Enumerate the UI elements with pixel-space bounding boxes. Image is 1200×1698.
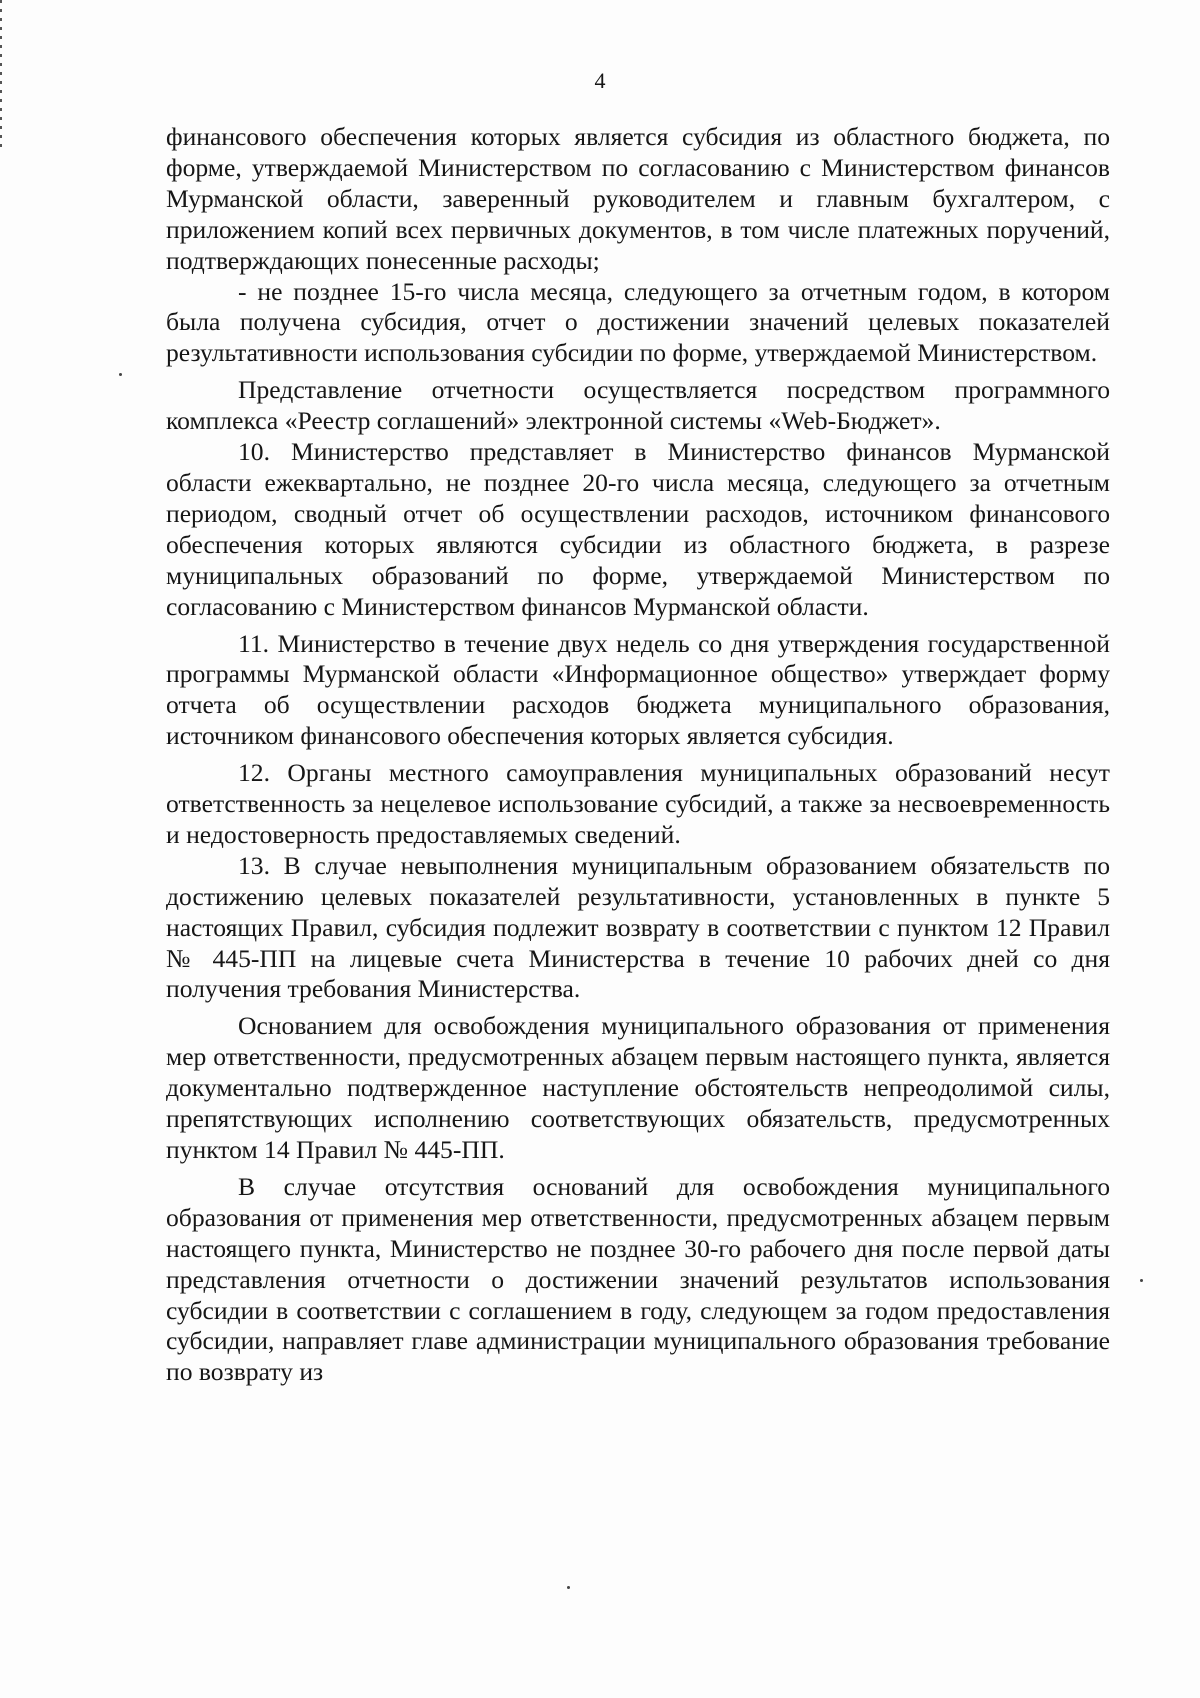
paragraph-clause-10: 10. Министерство представляет в Министерство финансов Мурманской области ежеквартально, не позднее 20-го числа месяца, следующего за отчетным периодом, сводный отчет об осуществлении расходов, источником финансового обеспечения которых являются субсидии из областного бюджета, в разрезе муниципальных образований по форме, утверждаемой Министерством по согласованию с Министерством финансов Мурманской области. — [166, 437, 1110, 621]
paragraph-report-deadline: - не позднее 15-го числа месяца, следующего за отчетным годом, в котором была получена субсидия, отчет о достижении значений целевых показателей результативности использования субсидии по форме, утверждаемой Министерством. — [166, 276, 1110, 368]
document-body — [166, 122, 1110, 1388]
paragraph-refund-requirement: В случае отсутствия оснований для освобождения муниципального образования от применения мер ответственности, предусмотренных абзацем первым настоящего пункта, Министерство не позднее 30-го рабочего дня после первой даты представления отчетности о достижении значений результатов использования субсидии в соответствии с соглашением в году, следующем за годом предоставления субсидии, направляет главе администрации муниципального образования требование по возврату из — [166, 1171, 1110, 1387]
paragraph-clause-12: 12. Органы местного самоуправления муниципальных образований несут ответственность за нецелевое использование субсидий, а также за несвоевременность и недостоверность предоставляемых сведений. — [166, 758, 1110, 849]
scan-speck — [567, 1586, 570, 1589]
paragraph-clause-13: 13. В случае невыполнения муниципальным образованием обязательств по достижению целевых показателей результативности, установленных в пункте 5 настоящих Правил, субсидия подлежит возврату в соответствии с пунктом 12 Правил № 445-ПП на лицевые счета Министерства в течение 10 рабочих дней со дня получения требования Министерства. — [166, 850, 1110, 1004]
paragraph-reporting-system: Представление отчетности осуществляется посредством программного комплекса «Реестр соглашений» электронной системы «Web-Бюджет». — [166, 375, 1110, 436]
scan-speck — [119, 373, 122, 376]
page-number: 4 — [594, 68, 606, 93]
paragraph-clause-11: 11. Министерство в течение двух недель со дня утверждения государственной программы Мурманской области «Информационное общество» утверждает форму отчета об осуществлении расходов бюджета муниципального образования, источником финансового обеспечения которых является субсидия. — [166, 628, 1110, 751]
paragraph-continuation: финансового обеспечения которых является субсидия из областного бюджета, по форме, утверждаемой Министерством по согласованию с Министерством финансов Мурманской области, заверенный руководителем и главным бухгалтером, с приложением копий всех первичных документов, в том числе платежных поручений, подтверждающих понесенные расходы; — [166, 122, 1110, 275]
paragraph-exemption-grounds: Основанием для освобождения муниципального образования от применения мер ответственности, предусмотренных абзацем первым настоящего пункта, является документально подтвержденное наступление обстоятельств непреодолимой силы, препятствующих исполнению соответствующих обязательств, предусмотренных пунктом 14 Правил № 445-ПП. — [166, 1011, 1110, 1164]
scan-speck — [1140, 1279, 1143, 1282]
